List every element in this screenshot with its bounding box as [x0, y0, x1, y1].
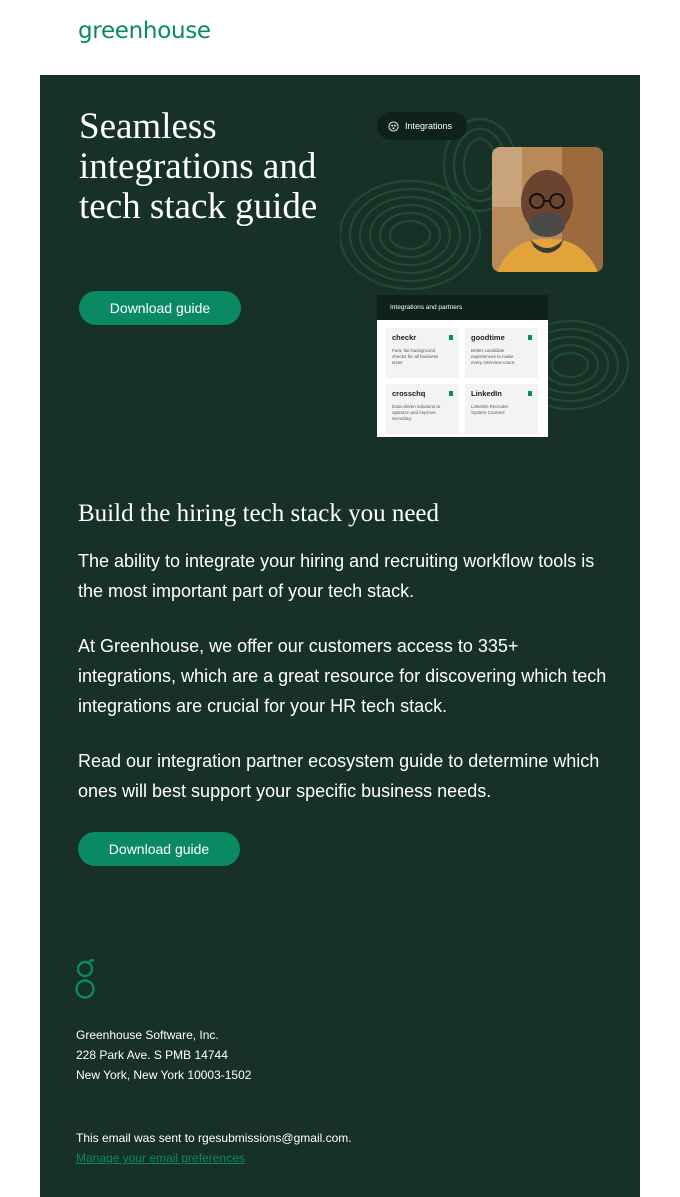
integrations-icon [388, 121, 399, 132]
download-guide-button-hero[interactable]: Download guide [79, 291, 241, 325]
integrations-card [377, 295, 548, 437]
partner-desc: Better candidate experiences to make every interview count [471, 348, 515, 365]
bookmark-icon [528, 391, 532, 396]
bookmark-icon [528, 335, 532, 340]
hero-title: Seamless integrations and tech stack guide [79, 106, 318, 227]
email-preferences-link[interactable]: Manage your email preferences [76, 1151, 245, 1165]
body-paragraph-2: At Greenhouse, we offer our customers access to 335+ integrations, which are a great resource for discovering which tech integrations are crucial for your HR tech stack. [78, 636, 607, 716]
integrations-card-header: Integrations and partners [377, 295, 548, 320]
partner-name: LinkedIn [471, 389, 502, 398]
company-name: Greenhouse Software, Inc. [76, 1028, 219, 1042]
sent-notice: This email was sent to rgesubmissions@gmail.com. [76, 1131, 352, 1145]
body-paragraph-3: Read our integration partner ecosystem guide to determine which ones will best support your specific business needs. [78, 751, 600, 801]
greenhouse-logo[interactable]: greenhouse [78, 18, 211, 44]
download-guide-button[interactable]: Download guide [78, 832, 240, 866]
partner-tile-goodtime [465, 328, 538, 378]
bookmark-icon [449, 391, 453, 396]
partner-tile-linkedin [465, 384, 538, 434]
integrations-chip [377, 112, 467, 140]
partner-name: goodtime [471, 333, 505, 342]
partner-desc: Fast, fair background checks for all business sizes [392, 348, 439, 365]
partner-desc: LinkedIn Recruiter System Connect [471, 404, 509, 415]
partner-desc: Data-driven solutions to optimize and improve recruiting [392, 404, 441, 421]
bookmark-icon [449, 335, 453, 340]
address-line-2: New York, New York 10003-1502 [76, 1068, 252, 1082]
address-line-1: 228 Park Ave. S PMB 14744 [76, 1048, 228, 1062]
company-address [76, 1025, 251, 1085]
integrations-chip-label: Integrations [405, 121, 453, 131]
partner-name: checkr [392, 333, 417, 342]
email-panel [40, 75, 640, 1197]
partner-name: crosschq [392, 389, 426, 398]
greenhouse-g-icon [75, 958, 97, 1000]
hero-illustration [340, 105, 630, 445]
section-heading: Build the hiring tech stack you need [78, 500, 440, 527]
partner-tile-checkr [386, 328, 459, 378]
body-paragraph-1: The ability to integrate your hiring and recruiting workflow tools is the most important part of your tech stack. [78, 551, 595, 601]
person-photo [492, 147, 603, 272]
partner-tile-crosschq [386, 384, 459, 434]
